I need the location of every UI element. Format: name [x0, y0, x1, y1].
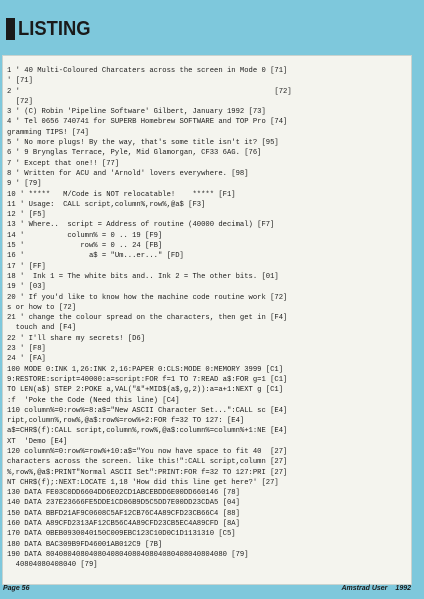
code-line: 4 ' Tel 0656 740741 for SUPERB Homebrew SOFTWARE and TOP Pro [74] [7, 118, 288, 127]
code-line: touch and [F4] [7, 324, 77, 333]
code-line: a$=CHR$(f):CALL script,column%,row%,@a$:column%=column%+1:NE [E4] [7, 427, 288, 436]
code-line: %,row%,@a$:PRINT"Normal ASCII Set":PRINT:FOR f=32 TO 127:PRI [27] [7, 468, 288, 477]
code-line: 190 DATA 804080408040804080408040804080408040804080 [79] [7, 550, 249, 559]
code-line: 8 ' Written for ACU and 'Arnold' lovers everywhere. [98] [7, 169, 249, 178]
code-line: 17 ' [FF] [7, 262, 46, 271]
code-line: 9:RESTORE:script=40000:a=script:FOR f=1 TO 7:READ a$:FOR g=1 [C1] [7, 375, 288, 384]
code-line: 16 ' a$ = "Um...er..." [FD] [7, 252, 184, 261]
listing-header [6, 18, 97, 40]
code-line: TO LEN(a$) STEP 2:POKE a,VAL("&"+MID$(a$,g,2)):a=a+1:NEXT g [C1] [7, 386, 284, 395]
issue-year: 1992 [395, 585, 411, 592]
code-line: 40804080408040 [79] [7, 561, 98, 570]
code-line: 150 DATA BBFD21AF9C0608C5AF12CB76C4A89CFD23CB66C4 [88] [7, 509, 240, 518]
code-line: 20 ' If you'd like to know how the machine code routine work [72] [7, 293, 288, 302]
code-listing [7, 66, 407, 571]
code-line: [72] [7, 97, 33, 106]
code-line: 15 ' row% = 0 .. 24 [FB] [7, 242, 163, 251]
code-line: 1 ' 40 Multi-Coloured Charcaters across the screen in Mode 0 [71] [7, 67, 288, 75]
code-line: 12 ' [F5] [7, 211, 46, 220]
page-number: Page 56 [3, 585, 30, 592]
code-line: 14 ' column% = 0 .. 19 [F9] [7, 231, 163, 240]
code-line: 18 ' Ink 1 = The white bits and.. Ink 2 = The other bits. [01] [7, 272, 279, 281]
code-line: 3 ' (C) Robin 'Pipeline Software' Gilbert, January 1992 [73] [7, 108, 266, 117]
code-line: gramming TIPS! [74] [7, 128, 89, 137]
code-line: 11 ' Usage: CALL script,column%,row%,@a$ [F3] [7, 200, 206, 209]
code-line: 110 column%=0:row%=8:a$="New ASCII Character Set...":CALL sc [E4] [7, 406, 288, 415]
page-footer [3, 585, 411, 592]
code-line: 140 DATA 237E23666FE5DDE1CD06B9D5C5DD7E00DD23CDA5 [04] [7, 499, 240, 508]
code-line: 100 MODE 0:INK 1,26:INK 2,16:PAPER 0:CLS:MODE 0:MEMORY 3999 [C1] [7, 365, 284, 374]
listing-sheet [3, 56, 411, 584]
code-line: 180 DATA BAC309B9FD46001AB012C9 [7B] [7, 540, 163, 549]
code-line: ' [71] [7, 77, 33, 86]
code-line: 160 DATA A89CFD2313AF12CB56C4A89CFD23CB5EC4A89CFD [8A] [7, 520, 240, 529]
code-line: 22 ' I'll share my secrets! [D6] [7, 334, 146, 343]
code-line: 24 ' [FA] [7, 355, 46, 364]
code-line: 5 ' No more plugs! By the way, that's some title isn't it? [95] [7, 139, 279, 148]
code-line: 2 ' [72] [7, 87, 292, 96]
page-title: LISTING [18, 18, 91, 40]
code-line: s or how to [72] [7, 303, 77, 312]
code-line: 9 ' [79] [7, 180, 42, 189]
code-line: XT 'Demo [E4] [7, 437, 68, 446]
code-line: 21 ' change the colour spread on the characters, then get in [F4] [7, 314, 288, 323]
code-line: characters across the screen. like this!":CALL script,column [27] [7, 458, 288, 467]
code-line: 170 DATA 0BEB0930040150C009EBC123C10D0C1D1131310 [C5] [7, 530, 236, 539]
code-line: :f 'Poke the Code (Need this line) [C4] [7, 396, 180, 405]
code-line: 130 DATA FE03C0DD6604DD6E02CD1ABCEBDD6E00DD660146 [78] [7, 489, 240, 498]
code-line: 10 ' ***** M/Code is NOT relocatable! ***** [F1] [7, 190, 236, 199]
code-line: 7 ' Except that one!! [77] [7, 159, 120, 168]
code-line: 13 ' Where.. script = Address of routine (40000 decimal) [F7] [7, 221, 275, 230]
magazine-name: Amstrad User [341, 585, 388, 592]
code-line: NT CHR$(f);:NEXT:LOCATE 1,18 'How did this line get here?' [27] [7, 478, 279, 487]
code-line: ript,column%,row%,@a$:row%=row%+2:FOR f=32 TO 127: [E4] [7, 417, 245, 426]
code-line: 19 ' [03] [7, 283, 46, 292]
header-block-icon [6, 18, 15, 40]
code-line: 23 ' [F8] [7, 345, 46, 354]
code-line: 120 column%=0:row%=row%+10:a$="You now have space to fit 40 [27] [7, 447, 288, 456]
code-line: 6 ' 9 Brynglas Terrace, Pyle, Mid Glamorgan, CF33 6AG. [76] [7, 149, 262, 158]
